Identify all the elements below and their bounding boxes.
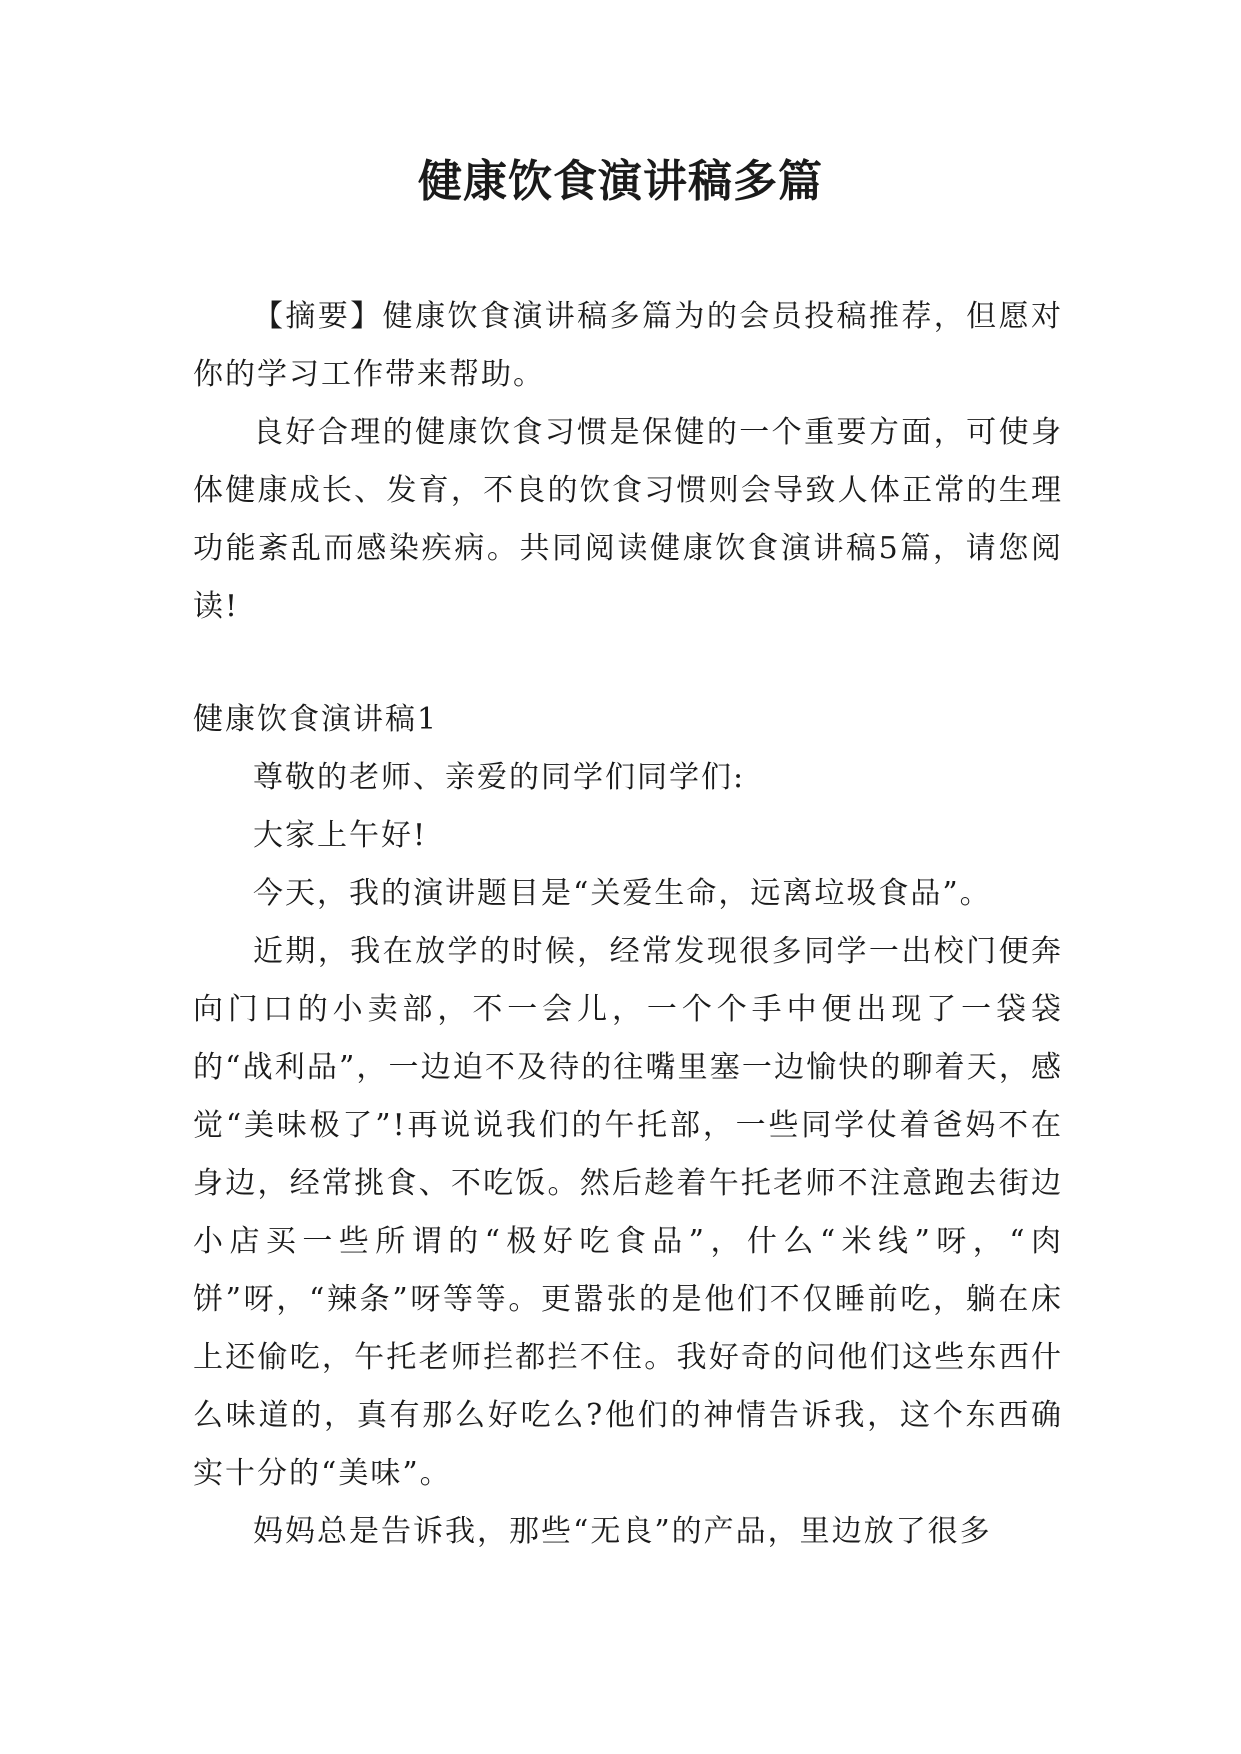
body-paragraph-5: 妈妈总是告诉我，那些“无良”的产品，里边放了很多 [253,1514,992,1549]
document-body [193,288,1063,1561]
document-title: 健康饮食演讲稿多篇 [418,156,823,207]
body-paragraph-4: 近期，我在放学的时候，经常发现很多同学一出校门便奔向门口的小卖部，不一会儿，一个个手中便出现了一袋袋的“战利品”，一边迫不及待的往嘴里塞一边愉快的聊着天，感觉“美味极了”!再说说我们的午托部，一些同学仗着爸妈不在身边，经常挑食、不吃饭。然后趁着午托老师不注意跑去街边小店买一些所谓的“极好吃食品”，什么“米线”呀，“肉饼”呀，“辣条”呀等等。更嚣张的是他们不仅睡前吃，躺在床上还偷吃，午托老师拦都拦不住。我好奇的问他们这些东西什么味道的，真有那么好吃么?他们的神情告诉我，这个东西确实十分的“美味”。 [193,934,1063,1491]
intro-paragraph: 良好合理的健康饮食习惯是保健的一个重要方面，可使身体健康成长、发育，不良的饮食习惯则会导致人体正常的生理功能紊乱而感染疾病。共同阅读健康饮食演讲稿5篇，请您阅读! [193,415,1063,624]
body-paragraph-2: 大家上午好! [253,818,428,853]
section-heading: 健康饮食演讲稿1 [193,702,439,737]
body-paragraph-3: 今天，我的演讲题目是“关爱生命，远离垃圾食品”。 [253,876,992,911]
body-paragraph-1: 尊敬的老师、亲爱的同学们同学们: [253,760,746,795]
abstract-paragraph: 【摘要】健康饮食演讲稿多篇为的会员投稿推荐，但愿对你的学习工作带来帮助。 [193,299,1063,392]
